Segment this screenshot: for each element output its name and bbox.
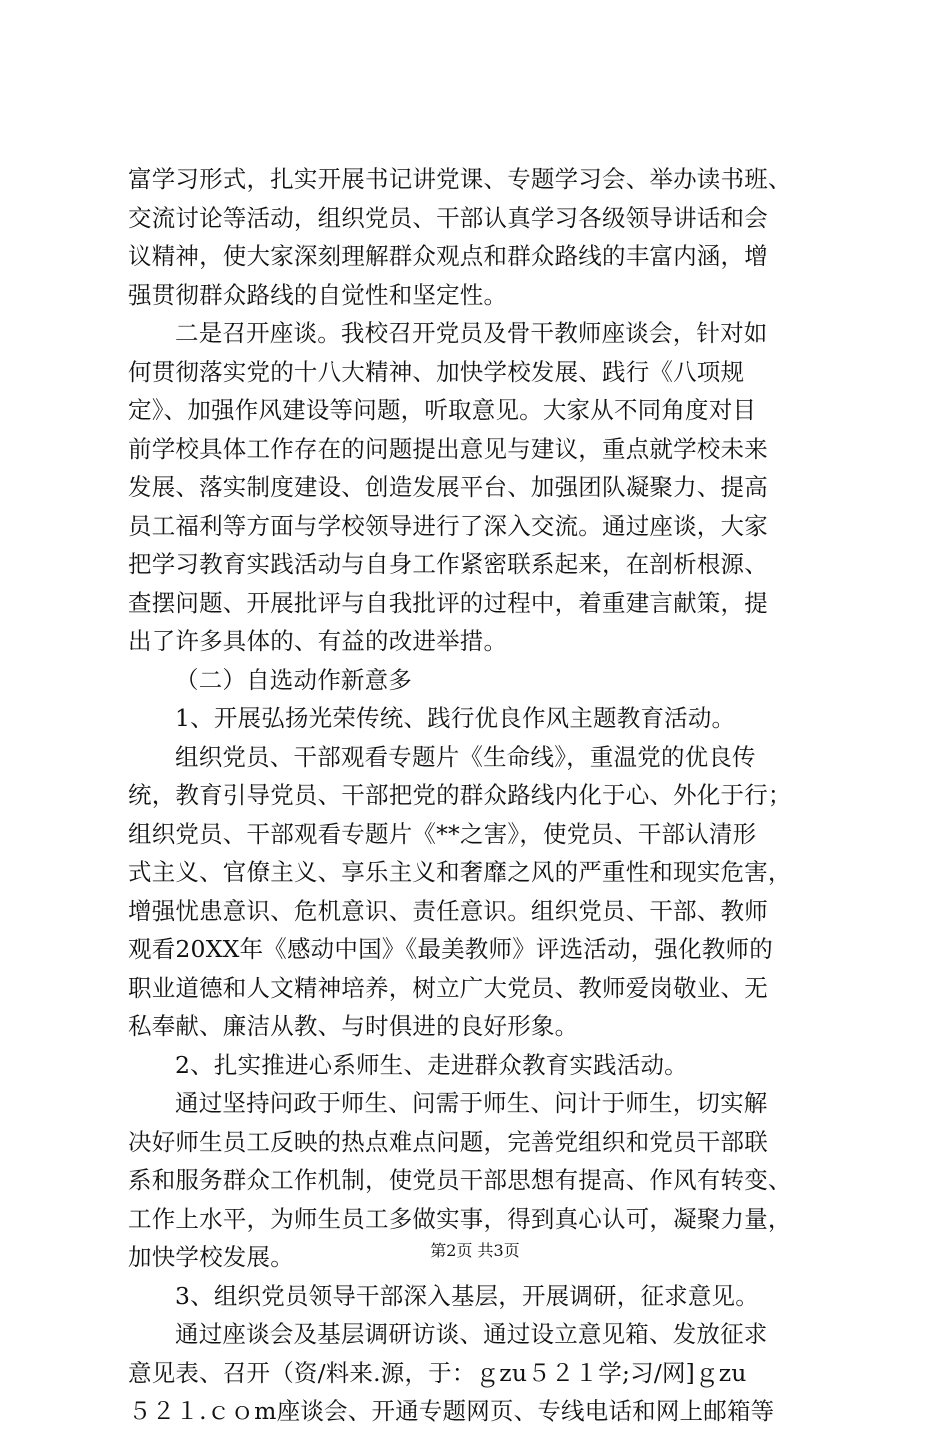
text-line: 组织党员、干部观看专题片《**之害》，使党员、干部认清形	[128, 819, 757, 848]
text-line: 观看20XX年《感动中国》《最美教师》评选活动，强化教师的	[128, 935, 773, 963]
text-line: 定》、加强作风建设等问题，听取意见。大家从不同角度对目	[128, 396, 757, 424]
text-line: 2、扎实推进心系师生、走进群众教育实践活动。	[175, 1050, 688, 1079]
page-footer: 第2页 共3页	[430, 1241, 520, 1260]
text-line: （二）自选动作新意多	[175, 665, 412, 694]
text-line: 工作上水平，为师生员工多做实事，得到真心认可，凝聚力量，	[128, 1204, 792, 1233]
text-line: 二是召开座谈。我校召开党员及骨干教师座谈会，针对如	[175, 319, 768, 347]
text-line: 决好师生员工反映的热点难点问题，完善党组织和党员干部联	[128, 1127, 768, 1156]
text-line: 组织党员、干部观看专题片《生命线》，重温党的优良传	[175, 742, 756, 771]
text-line: 查摆问题、开展批评与自我批评的过程中，着重建言献策，提	[128, 588, 768, 617]
text-line: 把学习教育实践活动与自身工作紧密联系起来，在剖析根源、	[128, 550, 768, 578]
text-line: 式主义、官僚主义、享乐主义和奢靡之风的严重性和现实危害，	[128, 858, 792, 886]
text-line: 发展、落实制度建设、创造发展平台、加强团队凝聚力、提高	[128, 473, 768, 501]
text-line: 加快学校发展。	[128, 1243, 294, 1271]
text-line: 强贯彻群众路线的自觉性和坚定性。	[128, 280, 508, 309]
text-line: 职业道德和人文精神培养，树立广大党员、教师爱岗敬业、无	[128, 973, 768, 1002]
text-line: 议精神，使大家深刻理解群众观点和群众路线的丰富内涵，增	[128, 242, 768, 270]
text-line: 交流讨论等活动，组织党员、干部认真学习各级领导讲话和会	[128, 203, 768, 232]
text-line: 统，教育引导党员、干部把党的群众路线内化于心、外化于行；	[128, 781, 792, 809]
text-line: 通过座谈会及基层调研访谈、通过设立意见箱、发放征求	[175, 1320, 768, 1348]
text-line: 出了许多具体的、有益的改进举措。	[128, 627, 508, 655]
text-line: 何贯彻落实党的十八大精神、加快学校发展、践行《八项规	[128, 357, 745, 386]
text-line: 员工福利等方面与学校领导进行了深入交流。通过座谈，大家	[128, 511, 768, 540]
text-line: 增强忧患意识、危机意识、责任意识。组织党员、干部、教师	[128, 896, 768, 925]
text-line: 1、开展弘扬光荣传统、践行优良作风主题教育活动。	[175, 704, 736, 732]
text-line: 通过坚持问政于师生、问需于师生、问计于师生，切实解	[175, 1089, 768, 1117]
text-line: 3、组织党员领导干部深入基层，开展调研，征求意见。	[175, 1281, 759, 1310]
text-line: 富学习形式，扎实开展书记讲党课、专题学习会、举办读书班、	[128, 165, 792, 193]
text-line: 意见表、召开（资/料来.源，于：ｇzu５２１学;习/网]ｇzu	[128, 1358, 747, 1387]
text-line: ５２１.ｃｏm座谈会、开通专题网页、专线电话和网上邮箱等	[128, 1397, 775, 1425]
text-line: 前学校具体工作存在的问题提出意见与建议，重点就学校未来	[128, 434, 768, 463]
text-line: 私奉献、廉洁从教、与时俱进的良好形象。	[128, 1012, 579, 1040]
text-line: 系和服务群众工作机制，使党员干部思想有提高、作风有转变、	[128, 1166, 792, 1194]
